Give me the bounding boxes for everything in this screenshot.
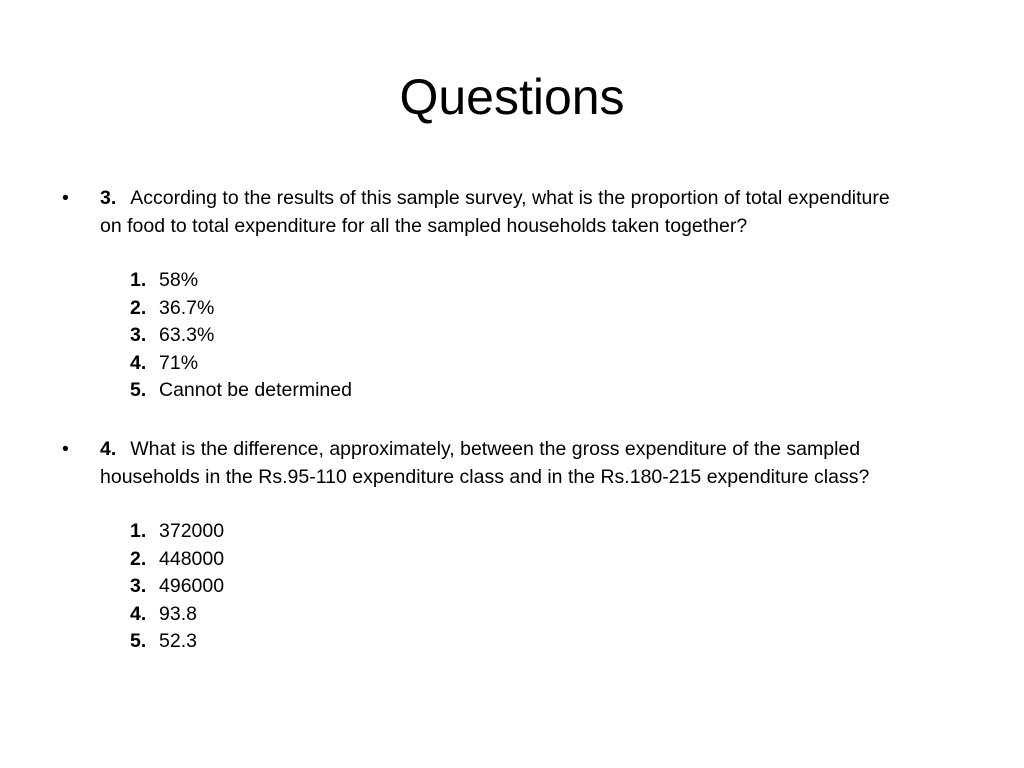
option-text: 71%	[159, 351, 199, 374]
question-text	[100, 184, 972, 240]
option-number: 1.	[130, 269, 147, 291]
option-number: 1.	[130, 520, 147, 542]
answer-option	[130, 350, 972, 378]
option-number: 2.	[130, 296, 147, 319]
question-text	[100, 435, 972, 491]
answer-option	[130, 377, 972, 405]
bullet-icon: •	[62, 187, 69, 209]
question-text-line1: According to the results of this sample survey, what is the proportion of total expenditure	[130, 187, 890, 209]
option-number: 5.	[130, 379, 147, 401]
question-number: 4.	[100, 438, 117, 460]
option-text: 93.8	[159, 602, 197, 625]
answer-options	[130, 267, 972, 405]
option-number: 5.	[130, 630, 147, 652]
answer-option	[130, 573, 972, 601]
question-text-line1: What is the difference, approximately, between the gross expenditure of the sampled	[130, 438, 861, 460]
slide-title: Questions	[399, 69, 625, 125]
answer-options	[130, 518, 972, 656]
option-number: 3.	[130, 324, 147, 346]
question-4	[62, 435, 972, 656]
option-text: 58%	[159, 269, 199, 291]
question-number: 3.	[100, 187, 117, 209]
option-text: 52.3	[159, 630, 197, 652]
option-number: 4.	[130, 602, 147, 625]
answer-option	[130, 267, 972, 295]
option-text: 372000	[159, 520, 225, 542]
question-3	[62, 184, 972, 405]
answer-option	[130, 322, 972, 350]
option-number: 2.	[130, 547, 147, 570]
question-text-line2: households in the Rs.95-110 expenditure class and in the Rs.180-215 expenditure class?	[100, 466, 870, 488]
option-number: 3.	[130, 575, 147, 597]
option-text: 36.7%	[159, 296, 215, 319]
answer-option	[130, 295, 972, 323]
option-number: 4.	[130, 351, 147, 374]
bullet-icon: •	[62, 438, 69, 460]
option-text: Cannot be determined	[159, 379, 352, 401]
answer-option	[130, 518, 972, 546]
option-text: 448000	[159, 547, 225, 570]
answer-option	[130, 601, 972, 629]
question-text-line2: on food to total expenditure for all the sampled households taken together?	[100, 215, 748, 237]
answer-option	[130, 628, 972, 656]
option-text: 496000	[159, 575, 225, 597]
option-text: 63.3%	[159, 324, 215, 346]
answer-option	[130, 546, 972, 574]
